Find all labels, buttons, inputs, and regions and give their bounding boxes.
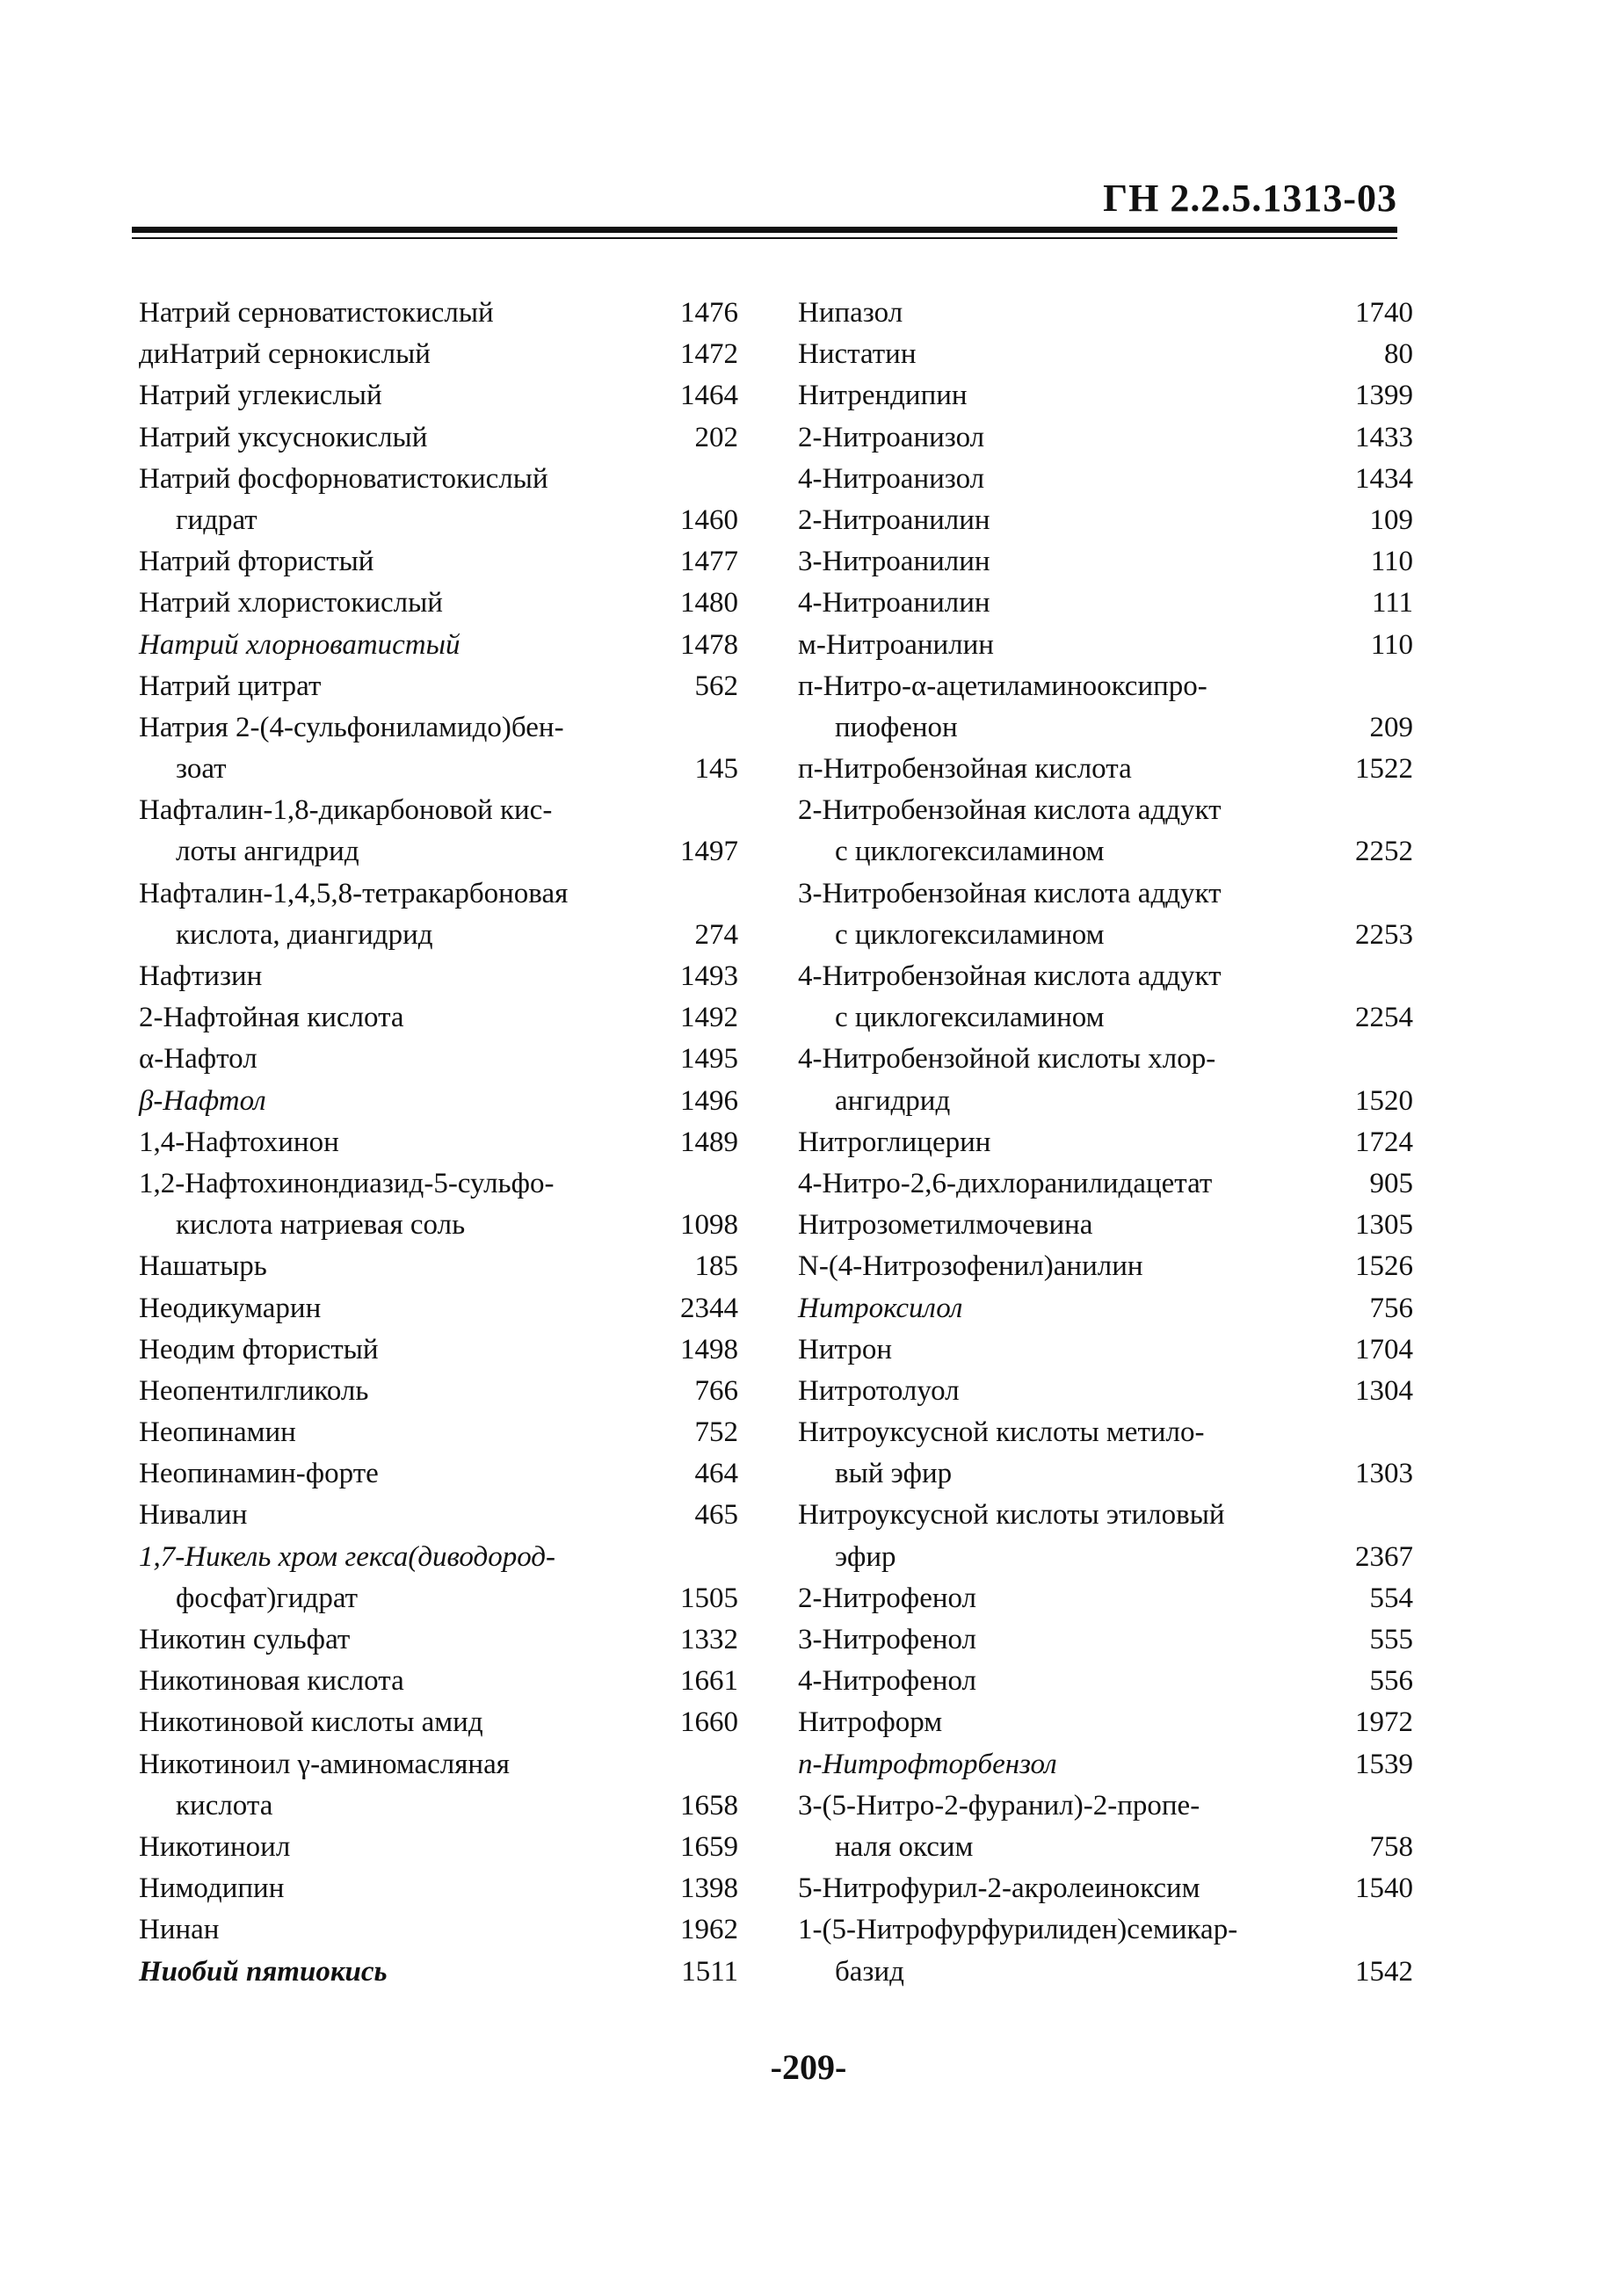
entry-name: Ниобий пятиокись xyxy=(139,1955,388,1988)
index-entry xyxy=(798,417,1413,459)
entry-number: 2344 xyxy=(680,1292,738,1324)
entry-number: 1399 xyxy=(1355,380,1413,412)
entry-number: 1398 xyxy=(680,1872,738,1905)
index-entry xyxy=(139,956,738,997)
index-entry xyxy=(139,707,738,749)
index-entry xyxy=(798,1702,1413,1743)
index-entry xyxy=(139,1661,738,1702)
entry-number: 465 xyxy=(694,1499,738,1532)
index-entry xyxy=(798,956,1413,997)
index-entry xyxy=(798,1412,1413,1453)
entry-name: 4-Нитроанизол xyxy=(798,462,985,495)
entry-name: Нитроксилол xyxy=(798,1292,963,1324)
index-entry xyxy=(139,749,738,790)
index-entry xyxy=(139,790,738,831)
index-column-right xyxy=(798,293,1413,1993)
entry-name: кислота xyxy=(176,1789,273,1822)
index-entry xyxy=(798,749,1413,790)
entry-name: 1,4-Нафтохинон xyxy=(139,1126,339,1158)
entry-name: Нафталин-1,8-дикарбоновой кис- xyxy=(139,794,553,827)
index-entry xyxy=(798,1619,1413,1661)
index-column-left xyxy=(139,293,738,1993)
entry-name: N-(4-Нитрозофенил)анилин xyxy=(798,1250,1143,1283)
index-entry xyxy=(798,500,1413,541)
index-entry xyxy=(139,1619,738,1661)
entry-name: п-Нитрофторбензол xyxy=(798,1748,1057,1780)
entry-number: 1659 xyxy=(680,1830,738,1863)
index-entry xyxy=(798,1785,1413,1827)
entry-name: 3-Нитрофенол xyxy=(798,1624,977,1655)
index-entry xyxy=(798,1371,1413,1412)
entry-name: п-Нитробензойная кислота xyxy=(798,753,1132,786)
entry-name: Нафтизин xyxy=(139,960,263,992)
entry-number: 145 xyxy=(694,753,738,786)
entry-name: Нинан xyxy=(139,1914,220,1946)
entry-name: Нитрон xyxy=(798,1333,892,1365)
entry-name: Нимодипин xyxy=(139,1872,285,1905)
entry-number: 1472 xyxy=(680,338,738,371)
entry-number: 1540 xyxy=(1355,1872,1413,1905)
entry-number: 766 xyxy=(694,1374,738,1407)
entry-name: β-Нафтол xyxy=(139,1084,266,1117)
entry-number: 1704 xyxy=(1355,1333,1413,1365)
index-entry xyxy=(139,1868,738,1909)
entry-number: 1498 xyxy=(680,1333,738,1365)
entry-name: Натрий уксуснокислый xyxy=(139,421,428,453)
entry-number: 80 xyxy=(1384,338,1413,371)
index-entry xyxy=(139,1205,738,1246)
entry-name: 1-(5-Нитрофурфурилиден)семикар- xyxy=(798,1914,1238,1946)
entry-number: 1489 xyxy=(680,1126,738,1158)
entry-name: диНатрий сернокислый xyxy=(139,338,431,371)
index-entry xyxy=(798,831,1413,873)
entry-name: Натрий серноватистокислый xyxy=(139,297,494,329)
entry-number: 1511 xyxy=(681,1955,738,1988)
index-entry xyxy=(798,1205,1413,1246)
entry-number: 1478 xyxy=(680,628,738,661)
entry-number: 1740 xyxy=(1355,297,1413,329)
entry-name: базид xyxy=(835,1955,904,1988)
entry-number: 202 xyxy=(694,421,738,453)
entry-number: 758 xyxy=(1369,1830,1413,1863)
index-entry xyxy=(798,625,1413,666)
entry-name: Натрий хлорноватистый xyxy=(139,628,460,661)
index-entry xyxy=(139,1537,738,1578)
entry-number: 554 xyxy=(1369,1582,1413,1614)
index-entry xyxy=(139,1578,738,1619)
entry-number: 1493 xyxy=(680,960,738,992)
entry-number: 209 xyxy=(1369,711,1413,743)
entry-number: 556 xyxy=(1369,1665,1413,1698)
index-entry xyxy=(798,375,1413,416)
entry-number: 464 xyxy=(694,1458,738,1490)
entry-name: фосфат)гидрат xyxy=(176,1582,359,1614)
entry-name: 3-Нитроанилин xyxy=(798,546,990,578)
entry-name: Нивалин xyxy=(139,1499,248,1532)
index-entry xyxy=(798,1329,1413,1371)
index-entry xyxy=(139,500,738,541)
index-entry xyxy=(798,541,1413,583)
index-entry xyxy=(139,375,738,416)
entry-number: 109 xyxy=(1369,503,1413,536)
index-entry xyxy=(139,1081,738,1122)
header-rule-thick xyxy=(132,227,1397,233)
index-entry xyxy=(139,1122,738,1163)
entry-number: 1477 xyxy=(680,546,738,578)
entry-name: кислота натриевая соль xyxy=(176,1209,466,1242)
entry-number: 752 xyxy=(694,1416,738,1449)
entry-name: Нитротолуол xyxy=(798,1374,960,1407)
entry-number: 1658 xyxy=(680,1789,738,1822)
index-entry xyxy=(139,1495,738,1536)
index-entry xyxy=(798,1039,1413,1080)
entry-name: Нафталин-1,4,5,8-тетракарбоновая xyxy=(139,877,569,909)
entry-number: 1304 xyxy=(1355,1374,1413,1407)
index-entry xyxy=(798,1578,1413,1619)
index-entry xyxy=(139,1909,738,1951)
entry-name: 4-Нитрофенол xyxy=(798,1665,977,1698)
index-entry xyxy=(139,583,738,624)
index-entry xyxy=(798,915,1413,956)
entry-number: 1492 xyxy=(680,1002,738,1034)
entry-name: Неодикумарин xyxy=(139,1292,322,1324)
entry-number: 1661 xyxy=(680,1665,738,1698)
index-entry xyxy=(798,1744,1413,1785)
entry-number: 1098 xyxy=(680,1209,738,1242)
entry-number: 2253 xyxy=(1355,918,1413,951)
index-entry xyxy=(798,1868,1413,1909)
index-entry xyxy=(798,790,1413,831)
entry-name: с циклогексиламином xyxy=(835,836,1105,868)
entry-name: эфир xyxy=(835,1540,896,1573)
page-number: -209- xyxy=(770,2047,847,2087)
index-entry xyxy=(139,997,738,1039)
index-entry xyxy=(139,417,738,459)
entry-number: 1542 xyxy=(1355,1955,1413,1988)
entry-name: вый эфир xyxy=(835,1458,953,1490)
index-entry xyxy=(139,334,738,375)
entry-name: м-Нитроанилин xyxy=(798,628,994,661)
entry-number: 1303 xyxy=(1355,1458,1413,1490)
entry-name: 2-Нафтойная кислота xyxy=(139,1002,404,1034)
entry-name: 2-Нитрофенол xyxy=(798,1582,977,1614)
entry-name: Неопентилгликоль xyxy=(139,1374,369,1407)
entry-number: 1480 xyxy=(680,587,738,619)
entry-name: ангидрид xyxy=(835,1084,951,1117)
entry-number: 1522 xyxy=(1355,753,1413,786)
entry-number: 274 xyxy=(694,918,738,951)
entry-number: 110 xyxy=(1370,628,1413,661)
index-entry xyxy=(139,1453,738,1495)
index-entry xyxy=(139,1952,738,1993)
entry-name: лоты ангидрид xyxy=(176,836,359,868)
entry-name: Нипазол xyxy=(798,297,903,329)
entry-name: Нашатырь xyxy=(139,1250,267,1283)
entry-name: α-Нафтол xyxy=(139,1043,257,1076)
index-entry xyxy=(139,293,738,334)
index-entry xyxy=(139,873,738,915)
entry-name: зоат xyxy=(176,753,227,786)
entry-number: 1433 xyxy=(1355,421,1413,453)
index-entry xyxy=(139,1412,738,1453)
entry-name: 4-Нитробензойная кислота аддукт xyxy=(798,960,1222,992)
entry-number: 185 xyxy=(694,1250,738,1283)
entry-name: Никотиноил γ-аминомасляная xyxy=(139,1748,510,1780)
entry-name: Натрий углекислый xyxy=(139,380,382,412)
entry-name: 1,2-Нафтохинондиазид-5-сульфо- xyxy=(139,1167,555,1199)
index-entry xyxy=(798,334,1413,375)
index-entry xyxy=(139,1288,738,1329)
entry-number: 1972 xyxy=(1355,1706,1413,1739)
index-entry xyxy=(798,1495,1413,1536)
entry-number: 1460 xyxy=(680,503,738,536)
index-entry xyxy=(139,1785,738,1827)
entry-name: Нитроуксусной кислоты метило- xyxy=(798,1416,1205,1449)
entry-name: с циклогексиламином xyxy=(835,918,1105,951)
entry-name: 2-Нитроанизол xyxy=(798,421,985,453)
index-entry xyxy=(798,1661,1413,1702)
entry-number: 1495 xyxy=(680,1043,738,1076)
index-entry xyxy=(798,1909,1413,1951)
entry-name: Нистатин xyxy=(798,338,917,371)
index-entry xyxy=(139,625,738,666)
entry-number: 1305 xyxy=(1355,1209,1413,1242)
index-entry xyxy=(139,1827,738,1868)
entry-number: 756 xyxy=(1369,1292,1413,1324)
index-entry xyxy=(139,1702,738,1743)
index-entry xyxy=(139,915,738,956)
entry-name: Никотиноил xyxy=(139,1830,291,1863)
entry-name: Натрий фосфорноватистокислый xyxy=(139,462,548,495)
index-entry xyxy=(798,1537,1413,1578)
entry-number: 2254 xyxy=(1355,1002,1413,1034)
entry-name: 2-Нитробензойная кислота аддукт xyxy=(798,794,1222,827)
entry-name: Неопинамин-форте xyxy=(139,1458,379,1490)
entry-number: 1497 xyxy=(680,836,738,868)
entry-name: пиофенон xyxy=(835,711,958,743)
index-entry xyxy=(798,583,1413,624)
index-entry xyxy=(798,1827,1413,1868)
entry-name: Нитрендипин xyxy=(798,380,968,412)
entry-name: 4-Нитроанилин xyxy=(798,587,990,619)
index-entry xyxy=(798,1288,1413,1329)
entry-name: 3-(5-Нитро-2-фуранил)-2-пропе- xyxy=(798,1789,1200,1822)
entry-name: 4-Нитробензойной кислоты хлор- xyxy=(798,1043,1216,1076)
index-entry xyxy=(798,459,1413,500)
entry-number: 1496 xyxy=(680,1084,738,1117)
entry-number: 111 xyxy=(1371,587,1413,619)
index-entry xyxy=(139,1163,738,1205)
entry-number: 1724 xyxy=(1355,1126,1413,1158)
index-entry xyxy=(139,541,738,583)
index-entry xyxy=(139,1039,738,1080)
entry-name: Неодим фтористый xyxy=(139,1333,379,1365)
entry-number: 1332 xyxy=(680,1624,738,1655)
index-entry xyxy=(139,1744,738,1785)
entry-number: 1520 xyxy=(1355,1084,1413,1117)
entry-name: Натрий цитрат xyxy=(139,670,322,702)
index-entry xyxy=(798,1122,1413,1163)
index-entry xyxy=(139,1246,738,1287)
entry-number: 1962 xyxy=(680,1914,738,1946)
entry-name: Неопинамин xyxy=(139,1416,296,1449)
entry-name: Нитроуксусной кислоты этиловый xyxy=(798,1499,1225,1532)
index-entry xyxy=(139,666,738,707)
index-entry xyxy=(798,1081,1413,1122)
entry-name: Нитроформ xyxy=(798,1706,943,1739)
index-entry xyxy=(798,873,1413,915)
index-entry xyxy=(798,707,1413,749)
index-entry xyxy=(798,1453,1413,1495)
entry-name: гидрат xyxy=(176,503,257,536)
entry-name: 5-Нитрофурил-2-акролеиноксим xyxy=(798,1872,1200,1905)
index-entry xyxy=(798,1163,1413,1205)
entry-number: 1434 xyxy=(1355,462,1413,495)
index-entry xyxy=(798,1246,1413,1287)
entry-number: 110 xyxy=(1370,546,1413,578)
entry-name: 1,7-Никель хром гекса(диводород- xyxy=(139,1540,555,1573)
entry-number: 905 xyxy=(1369,1167,1413,1199)
entry-name: Никотиновой кислоты амид xyxy=(139,1706,483,1739)
entry-number: 1505 xyxy=(680,1582,738,1614)
index-entry xyxy=(798,293,1413,334)
entry-number: 555 xyxy=(1369,1624,1413,1655)
entry-number: 1476 xyxy=(680,297,738,329)
index-entry xyxy=(798,1952,1413,1993)
entry-number: 2367 xyxy=(1355,1540,1413,1573)
entry-name: Натрия 2-(4-сульфониламидо)бен- xyxy=(139,711,564,743)
index-entry xyxy=(139,831,738,873)
entry-number: 1539 xyxy=(1355,1748,1413,1780)
entry-name: 4-Нитро-2,6-дихлоранилидацетат xyxy=(798,1167,1213,1199)
index-entry xyxy=(798,666,1413,707)
entry-name: 2-Нитроанилин xyxy=(798,503,990,536)
index-entry xyxy=(139,459,738,500)
entry-name: 3-Нитробензойная кислота аддукт xyxy=(798,877,1222,909)
entry-name: наля оксим xyxy=(835,1830,974,1863)
entry-name: Никотин сульфат xyxy=(139,1624,351,1655)
header-rule-thin xyxy=(132,237,1397,239)
entry-number: 562 xyxy=(694,670,738,702)
entry-name: Никотиновая кислота xyxy=(139,1665,404,1698)
entry-name: Натрий фтористый xyxy=(139,546,374,578)
entry-number: 2252 xyxy=(1355,836,1413,868)
entry-name: Нитрозометилмочевина xyxy=(798,1209,1093,1242)
entry-name: п-Нитро-α-ацетиламинооксипро- xyxy=(798,670,1207,702)
entry-number: 1660 xyxy=(680,1706,738,1739)
entry-name: кислота, диангидрид xyxy=(176,918,433,951)
entry-name: Натрий хлористокислый xyxy=(139,587,443,619)
entry-number: 1526 xyxy=(1355,1250,1413,1283)
entry-name: с циклогексиламином xyxy=(835,1002,1105,1034)
entry-number: 1464 xyxy=(680,380,738,412)
index-entry xyxy=(139,1329,738,1371)
index-entry xyxy=(139,1371,738,1412)
entry-name: Нитроглицерин xyxy=(798,1126,991,1158)
document-code-header: ГН 2.2.5.1313-03 xyxy=(1103,177,1397,220)
index-entry xyxy=(798,997,1413,1039)
